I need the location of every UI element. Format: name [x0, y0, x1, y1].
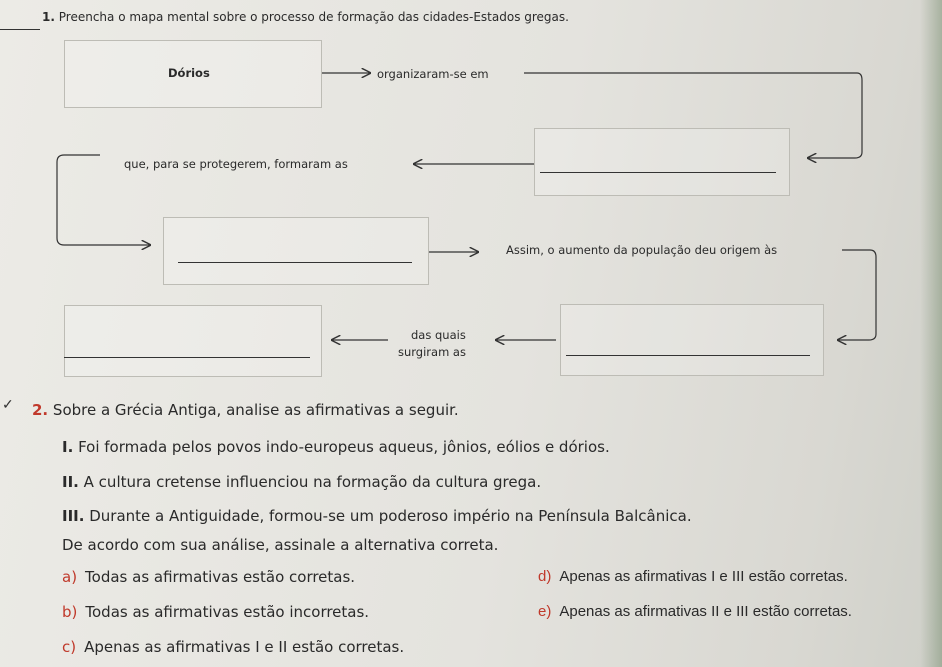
map-box-3	[163, 217, 429, 285]
option-e[interactable]	[538, 603, 852, 620]
option-b-text: Todas as afirmativas estão incorretas.	[85, 603, 370, 621]
q2-header	[32, 401, 459, 419]
map-das-quais-label: das quais	[411, 328, 466, 342]
option-e-text: Apenas as afirmativas II e III estão corretas.	[559, 603, 852, 620]
map-protegerem-label: que, para se protegerem, formaram as	[124, 157, 348, 171]
q1-prompt: Preencha o mapa mental sobre o processo de formação das cidades-Estados gregas.	[58, 10, 569, 24]
map-dorios-label: Dórios	[168, 66, 210, 80]
statement-3-num: III.	[62, 507, 85, 525]
statement-2	[62, 473, 541, 491]
blank-3[interactable]	[178, 262, 412, 263]
statement-2-num: II.	[62, 473, 79, 491]
option-b-letter: b)	[62, 603, 78, 621]
option-c[interactable]	[62, 638, 404, 656]
option-d-text: Apenas as afirmativas I e III estão corretas.	[559, 568, 848, 585]
statement-1	[62, 438, 610, 456]
statement-3-text: Durante a Antiguidade, formou-se um poderoso império na Península Balcânica.	[89, 507, 692, 525]
q2-prompt: Sobre a Grécia Antiga, analise as afirmativas a seguir.	[52, 401, 459, 419]
option-c-letter: c)	[62, 638, 77, 656]
blank-2[interactable]	[540, 172, 776, 173]
q1-number: 1.	[42, 10, 55, 24]
option-c-text: Apenas as afirmativas I e II estão corretas.	[84, 638, 405, 656]
option-d[interactable]	[538, 568, 848, 585]
map-box-2	[534, 128, 790, 196]
option-a-text: Todas as afirmativas estão corretas.	[85, 568, 356, 586]
option-e-letter: e)	[538, 603, 552, 620]
arrow-right-bend	[838, 250, 876, 340]
blank-4[interactable]	[64, 357, 310, 358]
pencil-tick-icon: ✓	[2, 396, 14, 412]
option-d-letter: d)	[538, 568, 552, 585]
statement-3	[62, 507, 692, 525]
blank-5[interactable]	[566, 355, 810, 356]
map-organizaram-label: organizaram-se em	[377, 67, 489, 81]
statement-2-text: A cultura cretense influenciou na formação da cultura grega.	[83, 473, 542, 491]
option-a[interactable]	[62, 568, 355, 586]
statement-1-num: I.	[62, 438, 74, 456]
q2-number: 2.	[32, 401, 49, 419]
map-box-5	[560, 304, 824, 376]
option-a-letter: a)	[62, 568, 78, 586]
map-surgiram-label: surgiram as	[398, 345, 466, 359]
map-box-4	[64, 305, 322, 377]
option-b[interactable]	[62, 603, 369, 621]
map-assim-label: Assim, o aumento da população deu origem às	[506, 243, 778, 257]
statement-1-text: Foi formada pelos povos indo-europeus aqueus, jônios, eólios e dórios.	[78, 438, 610, 456]
q2-instruction: De acordo com sua análise, assinale a alternativa correta.	[62, 536, 499, 554]
